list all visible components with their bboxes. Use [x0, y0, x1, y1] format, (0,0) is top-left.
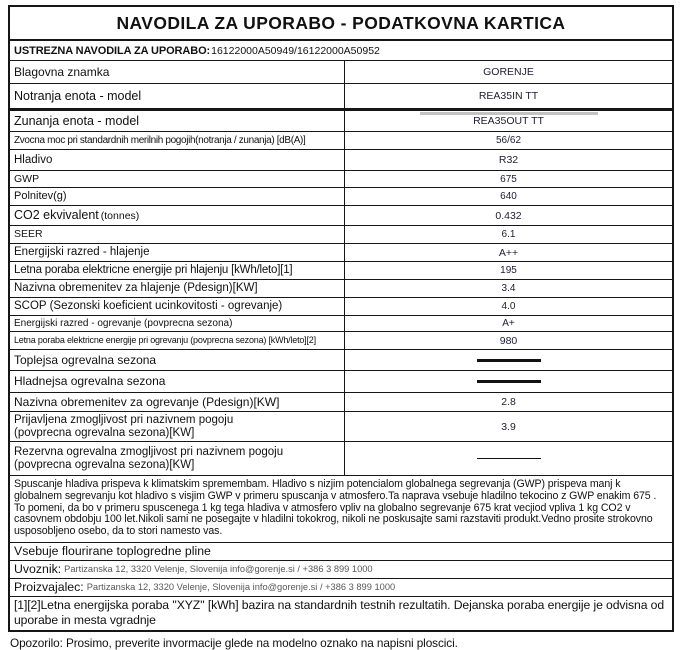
no-value-dash: [477, 380, 541, 383]
row-value: 0.432: [495, 209, 522, 222]
table-row: [10, 350, 672, 371]
no-value-dash: [477, 359, 541, 362]
table-row: [10, 442, 672, 476]
table-row: [10, 226, 672, 244]
row-label: Letna poraba elektricne energije pri ogrevanju (povprecna sezona) [kWh/leto][2]: [10, 332, 345, 349]
manufacturer-row: [10, 579, 672, 597]
table-row: [10, 206, 672, 226]
importer-label: Uvoznik:: [14, 562, 62, 577]
row-label: Energijski razred - hlajenje: [10, 244, 345, 261]
importer-row: [10, 561, 672, 579]
row-value: 3.4: [501, 283, 516, 294]
table-row: [10, 298, 672, 316]
table-row: [10, 244, 672, 262]
row-value: REA35OUT TT: [345, 111, 672, 131]
row-label: Letna poraba elektricne energije pri hlajenju [kWh/leto][1]: [10, 262, 345, 279]
row-value: REA35IN TT: [478, 90, 539, 102]
row-label: SEER: [10, 226, 345, 243]
table-row: [10, 412, 672, 442]
row-value: 6.1: [501, 229, 516, 240]
table-row: [10, 280, 672, 298]
row-value: 56/62: [495, 135, 522, 146]
row-label: Notranja enota - model: [10, 84, 345, 108]
data-card-table: [8, 5, 674, 632]
table-row: [10, 371, 672, 393]
row-value: 4.0: [501, 301, 516, 312]
row-label: Nazivna obremenitev za hlajenje (Pdesign)[KW]: [10, 280, 345, 297]
manufacturer-label: Proizvajalec:: [14, 580, 84, 595]
table-row: [10, 111, 672, 132]
table-row: [10, 84, 672, 111]
row-label: Zunanja enota - model: [10, 111, 345, 131]
row-value: 675: [500, 173, 517, 185]
table-row: [10, 393, 672, 412]
row-label: Polnitev(g): [10, 188, 345, 205]
row-label: Prijavljena zmogljivost pri nazivnem pogoju (povprecna ogrevalna sezona)[KW]: [10, 412, 345, 441]
gwp-notice-paragraph: Spuscanje hladiva prispeva k klimatskim spremembam. Hladivo s nizjim potencialom globalnega segrevanja (GWP) prispeva manj k globalnem segrevanju kot hladivo s visjim GWP v primeru spuscanja v atmosfero.Ta naprava vsebuje hladilno tekocino z GWP enakim 675 . To pomeni, da bo v primeru spuscenega 1 kg tega hladiva v atmosfero vpliv na globalno segrevanje 675 krat vecjiod vpliva 1 kg CO2 v casovnem obdobju 100 let.Nikoli sami ne posegajte v hladilni tokokrog, nikoli ne poskusajte sami razstaviti produkt.Vedno prosite strokovno usposobljeno osebo, da to stori namesto vas.: [10, 476, 672, 543]
applicable-instructions-label: USTREZNA NAVODILA ZA UPORABO:: [14, 44, 211, 57]
table-row: [10, 150, 672, 171]
row-value: 640: [500, 191, 517, 202]
row-value: A++: [498, 246, 519, 259]
row-value: R32: [498, 154, 519, 166]
row-value: 3.9: [501, 420, 516, 433]
table-row: [10, 188, 672, 206]
row-label: Rezervna ogrevalna zmogljivost pri nazivnem pogoju (povprecna ogrevalna sezona)[KW]: [10, 442, 345, 475]
row-value: [345, 442, 672, 475]
page-title: NAVODILA ZA UPORABO - PODATKOVNA KARTICA: [10, 7, 672, 41]
table-row: [10, 132, 672, 150]
row-value: 2.8: [501, 396, 516, 408]
row-label: Zvocna moc pri standardnih merilnih pogojih(notranja / zunanja) [dB(A)]: [10, 132, 345, 149]
row-label: Toplejsa ogrevalna sezona: [10, 350, 345, 370]
row-value: A+: [502, 318, 515, 329]
spec-rows: [10, 61, 672, 476]
redacted-bar: [420, 112, 598, 115]
row-label: Hladnejsa ogrevalna sezona: [10, 371, 345, 392]
table-row: [10, 316, 672, 332]
row-label: Energijski razred - ogrevanje (povprecna sezona): [10, 316, 345, 331]
row-value: [345, 371, 672, 392]
row-label: GWP: [10, 171, 345, 187]
importer-address: Partizanska 12, 3320 Velenje, Slovenija info@gorenje.si / +386 3 899 1000: [64, 564, 373, 575]
row-value: 980: [499, 334, 518, 347]
table-row: [10, 262, 672, 280]
applicable-instructions-row: [10, 41, 672, 61]
fluorinated-gases-row: Vsebuje flourirane toplogredne pline: [10, 543, 672, 561]
row-label: Blagovna znamka: [10, 61, 345, 83]
row-label: SCOP (Sezonski koeficient ucinkovitosti - ogrevanje): [10, 298, 345, 315]
row-label: Nazivna obremenitev za ogrevanje (Pdesign)[KW]: [10, 393, 345, 411]
row-label: Hladivo: [10, 150, 345, 170]
row-value: 195: [500, 265, 517, 276]
table-row: [10, 61, 672, 84]
table-row: [10, 171, 672, 188]
row-value: [345, 350, 672, 370]
row-label: CO2 ekvivalent (tonnes): [10, 206, 345, 225]
row-value: GORENJE: [483, 66, 534, 78]
datasheet-page: [0, 5, 683, 650]
no-value-dash: [477, 458, 541, 460]
manufacturer-address: Partizanska 12, 3320 Velenje, Slovenija info@gorenje.si / +386 3 899 1000: [86, 582, 396, 593]
applicable-instructions-codes: 16122000A50949/16122000A50952: [211, 44, 380, 57]
model-warning-text: Opozorilo: Prosimo, preverite invormacije glede na modelno oznako na napisni ploscici.: [10, 636, 458, 650]
table-row: [10, 332, 672, 350]
energy-consumption-note: [1][2]Letna energijska poraba ''XYZ'' [kWh] bazira na standardnih testnih rezultatih. Dejanska poraba energije je odvisna od uporabe in mesta vgradnje: [14, 597, 665, 627]
